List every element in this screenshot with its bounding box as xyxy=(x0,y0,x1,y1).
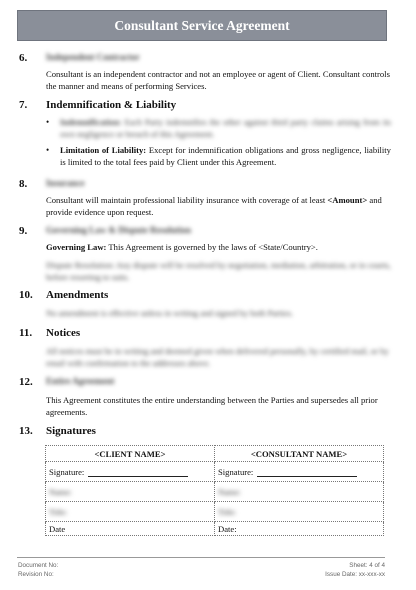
section-13-heading: Signatures xyxy=(46,425,96,437)
dispute-resolution: Dispute Resolution: Any dispute will be resolved by negotiation, mediation, arbitration, or in courts, before resorting to suits. xyxy=(46,260,391,282)
section-12-body: This Agreement constitutes the entire understanding between the Parties and supersedes all prior agreements. xyxy=(46,395,378,417)
consultant-title-label: Title: xyxy=(218,506,237,517)
section-11-body: All notices must be in writing and deemed given when delivered personally, by certified mail, or by email with confirmation to the addresses above. xyxy=(46,346,389,368)
amount-placeholder: <Amount> xyxy=(327,195,368,205)
governing-law xyxy=(46,241,391,253)
section-6-number: 6. xyxy=(19,52,28,64)
consultant-name-cell[interactable] xyxy=(215,482,384,502)
bullet-2-text: Except for indemnification obligations and gross negligence, liability is limited to the total fees paid by Client under this Agreement. xyxy=(60,145,391,167)
client-name-cell[interactable] xyxy=(46,482,215,502)
client-date-label: Date xyxy=(49,523,66,534)
section-8-body-pre: Consultant will maintain professional liability insurance with coverage of at least xyxy=(46,195,328,205)
footer-divider xyxy=(17,557,385,558)
section-13-number: 13. xyxy=(19,425,33,437)
section-6-heading: Independent Contractor xyxy=(46,52,140,62)
section-8-body xyxy=(46,194,391,218)
consultant-title-cell[interactable] xyxy=(215,502,384,522)
client-signature-line[interactable] xyxy=(88,467,188,477)
section-7-heading: Indemnification & Liability xyxy=(46,99,177,111)
section-11-heading: Notices xyxy=(46,327,81,339)
consultant-signature-cell[interactable] xyxy=(215,462,384,482)
section-7-bullet-1 xyxy=(60,116,391,140)
footer-sheet: Sheet: 4 of 4 xyxy=(349,562,385,569)
client-signature-label: Signature: xyxy=(49,466,85,477)
governing-law-label: Governing Law: xyxy=(46,242,107,252)
client-name-label: Name: xyxy=(49,486,72,497)
bullet-2-label: Limitation of Liability: xyxy=(60,145,147,155)
section-8-body-post: and provide evidence upon request. xyxy=(46,195,382,217)
section-8-number: 8. xyxy=(19,178,28,190)
client-name-header: <CLIENT NAME> xyxy=(46,446,215,462)
consultant-signature-label: Signature: xyxy=(218,466,254,477)
footer-revision-no: Revision No: xyxy=(18,571,54,578)
bullet-1-text: Each Party indemnifies the other against third party claims arising from its own negligence or breach of this Agreement. xyxy=(60,117,391,139)
section-8-heading: Insurance xyxy=(46,178,85,188)
consultant-date-cell[interactable] xyxy=(215,522,384,536)
consultant-name-header: <CONSULTANT NAME> xyxy=(215,446,384,462)
section-11-number: 11. xyxy=(19,327,33,339)
section-6-body: Consultant is an independent contractor and not an employee or agent of Client. Consultant controls the manner and means of performing Services. xyxy=(46,69,390,91)
section-9-number: 9. xyxy=(19,225,28,237)
consultant-name-label: Name: xyxy=(218,486,241,497)
section-9-heading: Governing Law & Dispute Resolution xyxy=(46,225,192,235)
bullet-icon: • xyxy=(46,117,50,127)
section-10-number: 10. xyxy=(19,289,33,301)
section-10-heading: Amendments xyxy=(46,289,109,301)
client-title-label: Title: xyxy=(49,506,68,517)
section-7-bullet-2 xyxy=(60,144,391,168)
section-12-heading: Entire Agreement xyxy=(46,376,115,386)
consultant-signature-line[interactable] xyxy=(257,467,357,477)
section-10-body: No amendment is effective unless in writing and signed by both Parties. xyxy=(46,308,294,318)
bullet-1-label: Indemnification: xyxy=(60,117,122,127)
document-title: Consultant Service Agreement xyxy=(17,10,387,41)
consultant-date-label: Date: xyxy=(218,523,237,534)
governing-law-text: This Agreement is governed by the laws of <State/Country>. xyxy=(106,242,318,252)
footer-document-no: Document No: xyxy=(18,562,59,569)
section-12-number: 12. xyxy=(19,376,33,388)
client-title-cell[interactable] xyxy=(46,502,215,522)
footer-issue-date: Issue Date: xx-xxx-xx xyxy=(325,571,385,578)
client-signature-cell[interactable] xyxy=(46,462,215,482)
signature-table xyxy=(45,445,384,536)
bullet-icon: • xyxy=(46,145,50,155)
client-date-cell[interactable] xyxy=(46,522,215,536)
section-7-number: 7. xyxy=(19,99,28,111)
